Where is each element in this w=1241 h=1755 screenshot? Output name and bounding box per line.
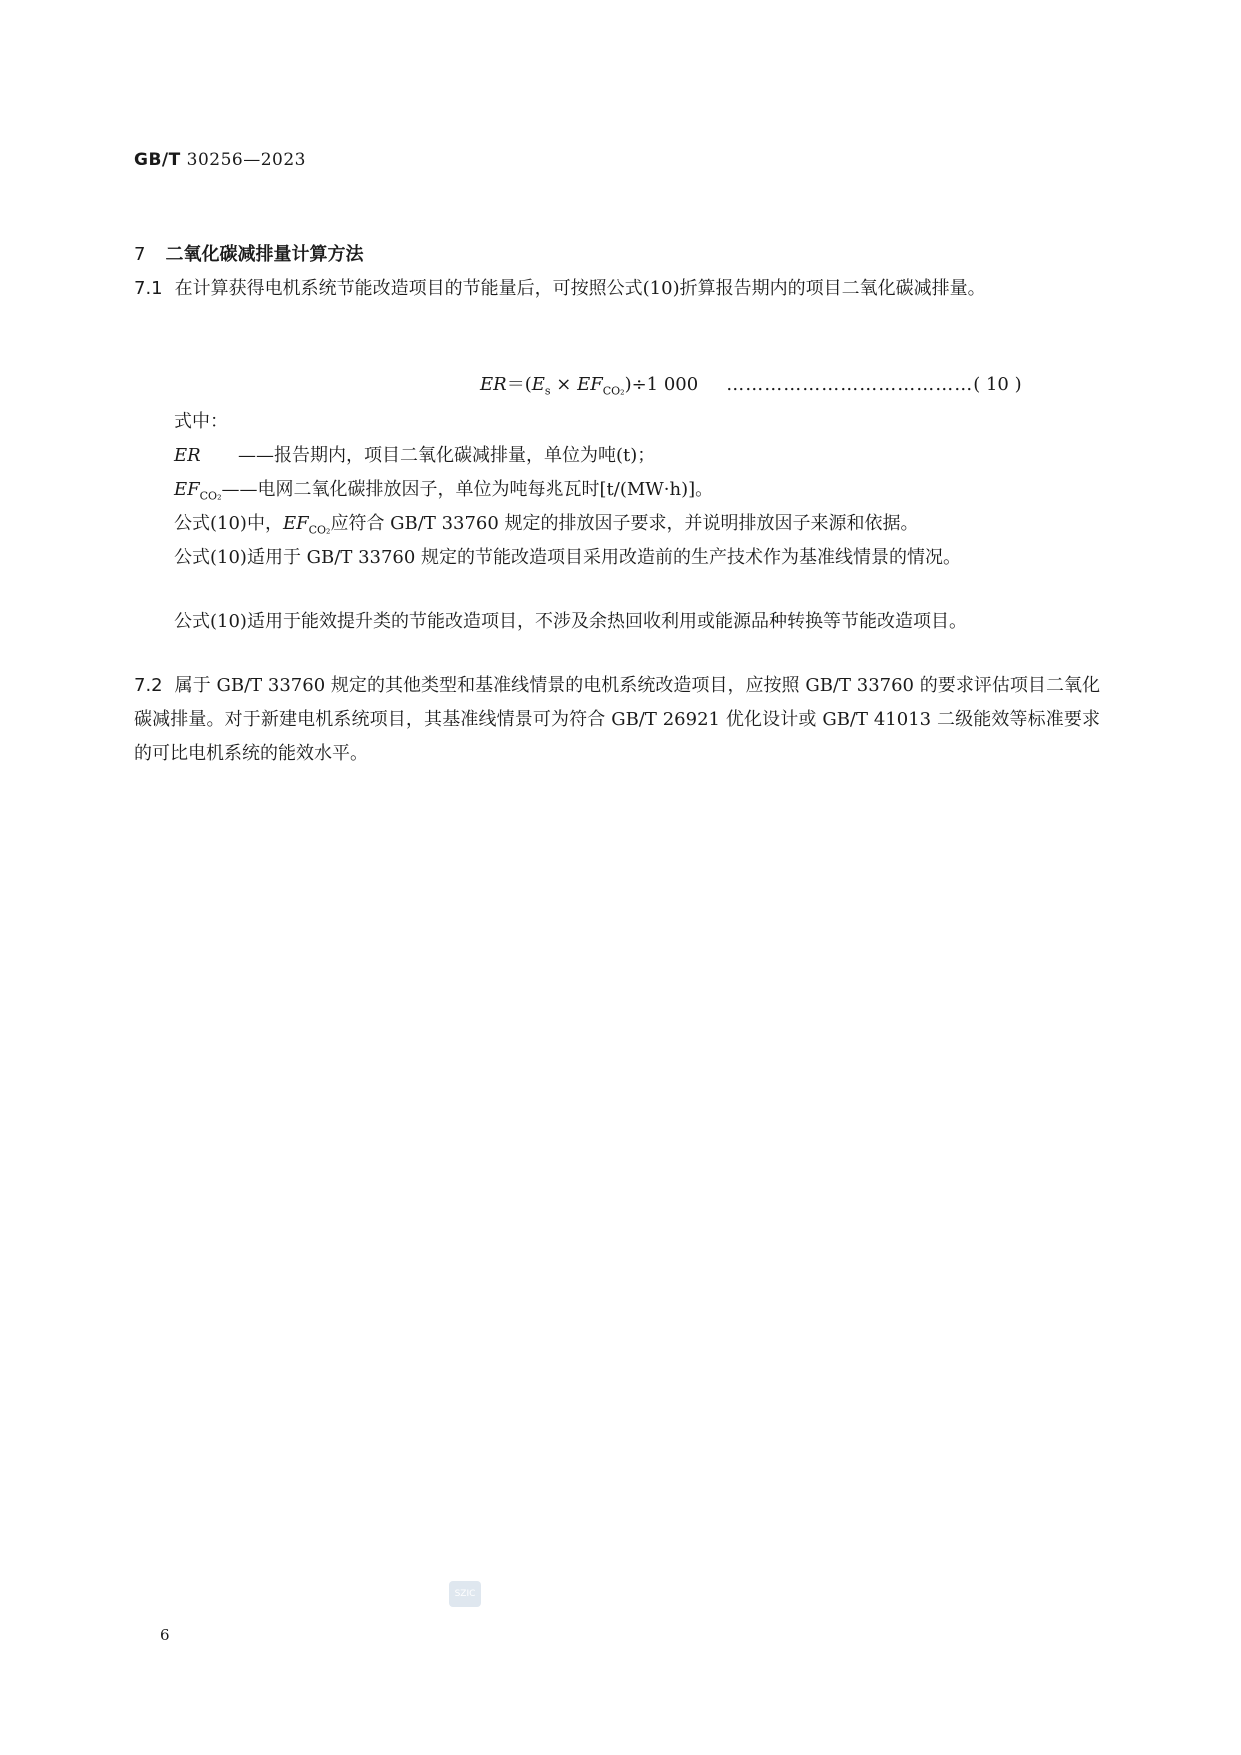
formula-times: ×	[550, 374, 578, 395]
note-1-part-b: 应符合 GB/T 33760 规定的排放因子要求，并说明排放因子来源和依据。	[330, 513, 919, 534]
note-1-part-a: 公式(10)中，	[174, 513, 283, 534]
note-3: 公式(10)适用于能效提升类的节能改造项目，不涉及余热回收利用或能源品种转换等节能改造项目。	[174, 611, 967, 632]
definition-er	[174, 439, 655, 473]
formula-e-sub: s	[544, 384, 551, 398]
def-symbol: ER	[174, 445, 201, 466]
def-text: ——报告期内，项目二氧化碳减排量，单位为吨(t)；	[238, 445, 656, 466]
clause-number: 7.2	[134, 675, 163, 696]
watermark-logo: SZIC	[449, 1581, 481, 1607]
clause-number: 7.1	[134, 278, 163, 299]
formula-e: E	[531, 374, 545, 395]
def-symbol-sub: CO₂	[199, 489, 222, 503]
def-text: ——电网二氧化碳排放因子，单位为吨每兆瓦时[t/(MW·h)]。	[221, 479, 714, 500]
standard-prefix: GB/T	[134, 150, 181, 170]
document-header	[134, 150, 306, 170]
section-title: 二氧化碳减排量计算方法	[165, 244, 364, 265]
formula-10	[480, 370, 1022, 398]
formula-ef-sub: CO₂	[602, 384, 625, 398]
def-symbol: EF	[174, 479, 200, 500]
standard-number: 30256—2023	[186, 150, 306, 170]
note-1-symbol: EF	[282, 513, 309, 534]
clause-7-2	[134, 669, 1100, 771]
clause-7-1	[134, 272, 1100, 306]
note-1-symbol-sub: CO₂	[308, 523, 331, 537]
formula-lhs: ER	[480, 374, 507, 395]
formula-rest: )÷1 000	[624, 374, 699, 395]
clause-text: 在计算获得电机系统节能改造项目的节能量后，可按照公式(10)折算报告期内的项目二氧化碳减排量。	[174, 278, 986, 299]
section-heading	[134, 240, 363, 266]
where-label: 式中：	[174, 411, 228, 432]
formula-eq: ＝(	[506, 374, 532, 395]
note-2: 公式(10)适用于 GB/T 33760 规定的节能改造项目采用改造前的生产技术作为基准线情景的情况。	[174, 547, 962, 568]
clause-text: 属于 GB/T 33760 规定的其他类型和基准线情景的电机系统改造项目，应按照 GB/T 33760 的要求评估项目二氧化碳减排量。对于新建电机系统项目，其基准线情景可为符合 GB/T 26921 优化设计或 GB/T 41013 二级能效等标准要求的可比电机系统的能效水平。	[134, 675, 1100, 764]
formula-ef: EF	[577, 374, 603, 395]
page-number: 6	[160, 1626, 170, 1644]
section-number: 7	[134, 244, 146, 265]
formula-leader-dots: …………………………………	[726, 374, 974, 395]
formula-label: ( 10 )	[973, 374, 1022, 395]
